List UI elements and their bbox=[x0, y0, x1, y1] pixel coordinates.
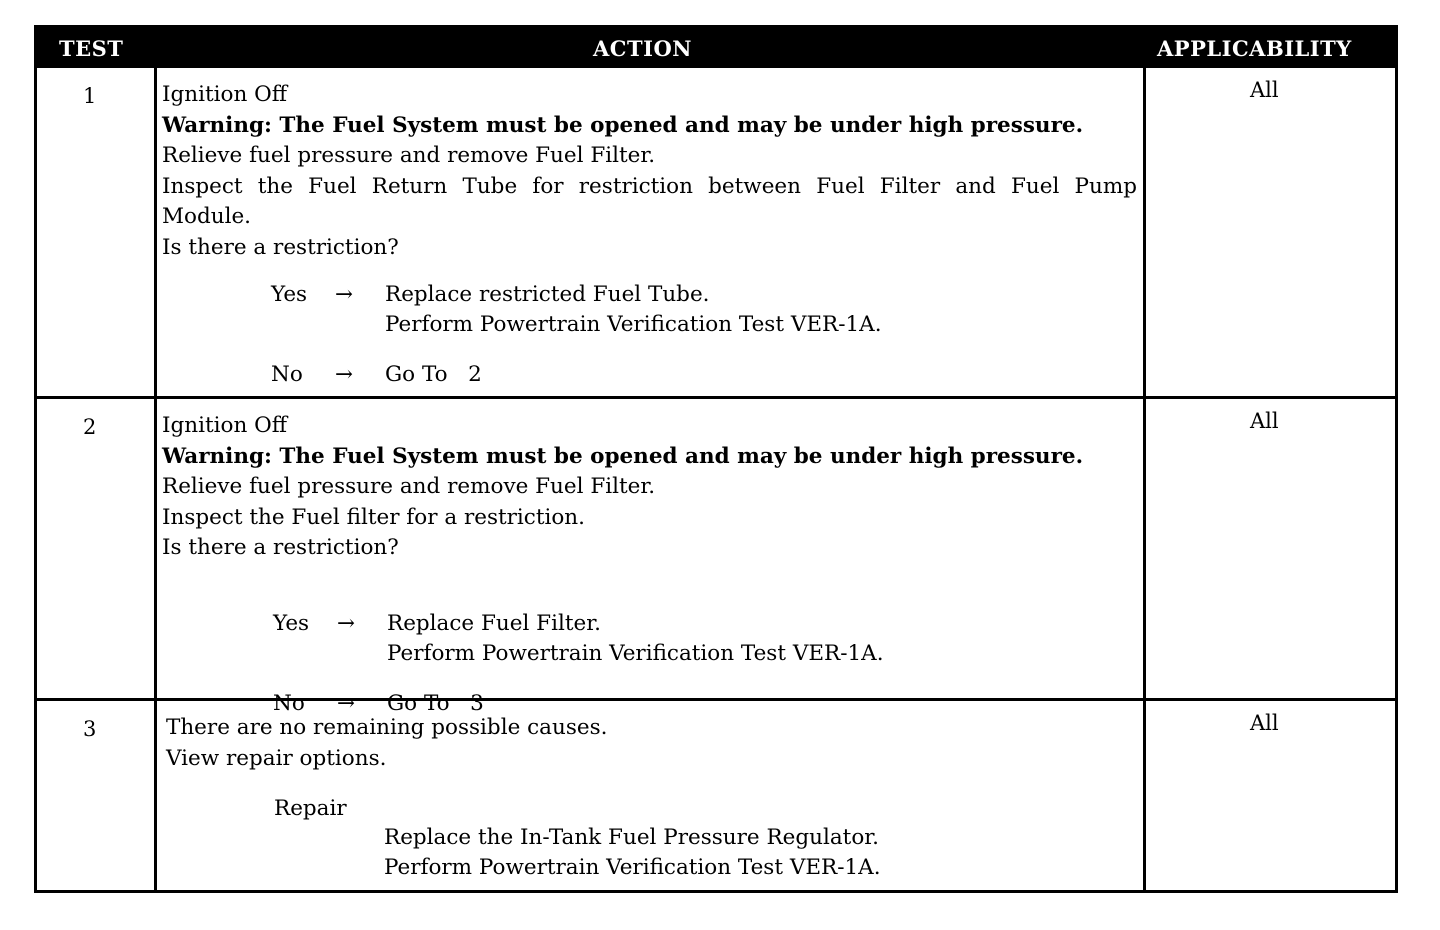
action-line: There are no remaining possible causes. bbox=[166, 715, 608, 740]
repair-label: Repair bbox=[274, 796, 347, 821]
yes-text: Perform Powertrain Verification Test VER-1A. bbox=[385, 312, 882, 337]
warning-line: Warning: The Fuel System must be opened and may be under high pressure. bbox=[162, 443, 1084, 469]
applicability-value: All bbox=[1250, 409, 1279, 433]
action-steps bbox=[162, 80, 1142, 263]
yes-label: Yes bbox=[271, 282, 308, 307]
table-row-test-2 bbox=[37, 399, 1395, 716]
arrow-right-icon: → bbox=[337, 611, 356, 636]
arrow-right-icon: → bbox=[337, 691, 356, 716]
arrow-right-icon: → bbox=[335, 362, 354, 387]
test-number: 3 bbox=[83, 717, 97, 741]
action-line: Ignition Off bbox=[162, 413, 288, 438]
yes-text: Replace restricted Fuel Tube. bbox=[385, 282, 710, 307]
action-steps bbox=[166, 713, 1146, 774]
no-label: No bbox=[271, 362, 303, 387]
test-number: 1 bbox=[83, 84, 97, 108]
action-line: Module. bbox=[162, 204, 252, 229]
applicability-value: All bbox=[1250, 78, 1279, 102]
test-number: 2 bbox=[83, 415, 97, 439]
yes-text: Perform Powertrain Verification Test VER-1A. bbox=[387, 641, 884, 666]
diagnostic-table bbox=[34, 25, 1398, 893]
no-branch bbox=[271, 360, 971, 390]
table-header bbox=[37, 28, 1395, 68]
action-line: Is there a restriction? bbox=[162, 234, 399, 260]
header-applicability: APPLICABILITY bbox=[1157, 36, 1352, 61]
action-line: Relieve fuel pressure and remove Fuel Filter. bbox=[162, 474, 656, 499]
table-row-test-3 bbox=[37, 701, 1395, 890]
repair-text: Replace the In-Tank Fuel Pressure Regulator. bbox=[384, 825, 880, 850]
applicability-value: All bbox=[1250, 711, 1279, 735]
action-line: Inspect the Fuel Return Tube for restriction between Fuel Filter and Fuel Pump bbox=[162, 173, 1137, 199]
action-line: Is there a restriction? bbox=[162, 535, 399, 560]
action-line: Relieve fuel pressure and remove Fuel Filter. bbox=[162, 143, 656, 168]
yes-text: Replace Fuel Filter. bbox=[387, 611, 601, 636]
repair-text: Perform Powertrain Verification Test VER-1A. bbox=[384, 855, 881, 880]
table-row-test-1 bbox=[37, 68, 1395, 396]
action-line: View repair options. bbox=[166, 745, 387, 771]
yes-branch bbox=[273, 609, 973, 669]
action-steps bbox=[162, 411, 1142, 564]
no-text: Go To 3 bbox=[387, 691, 484, 716]
repair-branch bbox=[274, 794, 974, 884]
warning-line: Warning: The Fuel System must be opened and may be under high pressure. bbox=[162, 112, 1084, 138]
header-action: ACTION bbox=[593, 36, 692, 61]
yes-branch bbox=[271, 280, 971, 340]
no-label: No bbox=[273, 691, 305, 716]
no-text: Go To 2 bbox=[385, 362, 482, 387]
action-line: Inspect the Fuel filter for a restriction. bbox=[162, 504, 585, 530]
header-test: TEST bbox=[59, 36, 124, 61]
action-line: Ignition Off bbox=[162, 82, 288, 107]
yes-label: Yes bbox=[273, 611, 310, 636]
arrow-right-icon: → bbox=[335, 282, 354, 307]
